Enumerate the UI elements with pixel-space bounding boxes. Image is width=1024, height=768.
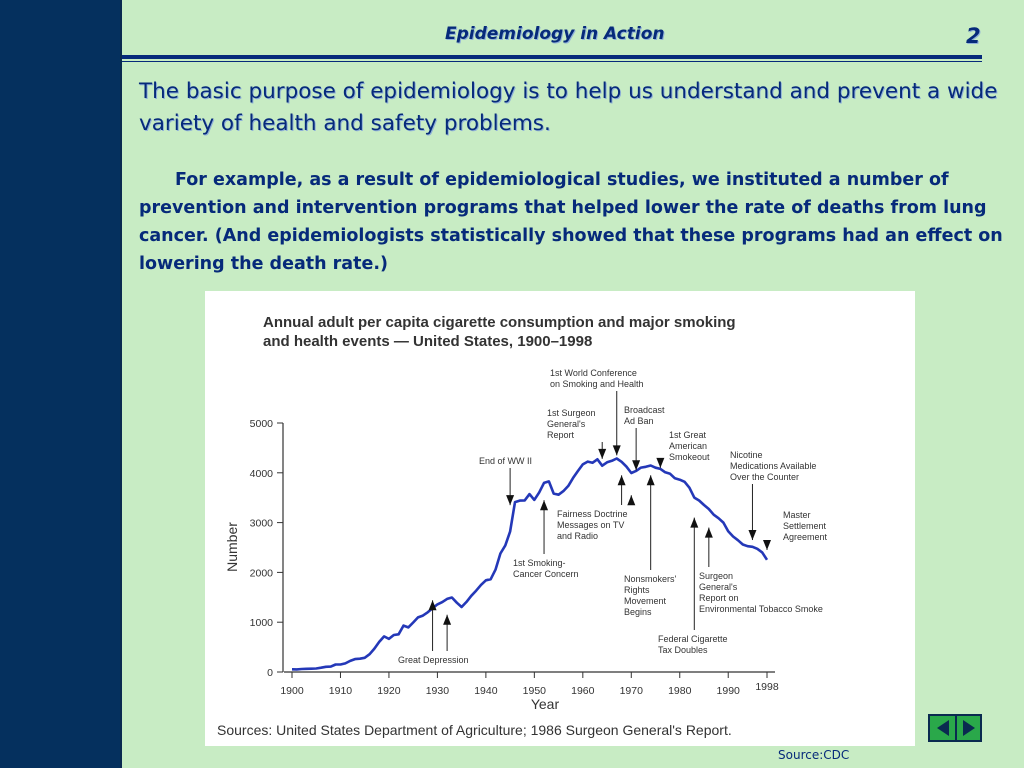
annotation-label: Master Settlement Agreement (783, 510, 828, 542)
source-note: Source:CDC (778, 748, 850, 762)
x-tick-label: 1920 (377, 685, 401, 697)
annotation-label: Federal Cigarette Tax Doubles (658, 634, 728, 655)
chart-title-line-1: Annual adult per capita cigarette consumption and major smoking (263, 314, 736, 331)
annotation-label: Great Depression (398, 655, 469, 665)
y-tick-label: 4000 (249, 467, 273, 480)
y-tick-label: 1000 (249, 617, 273, 630)
x-tick-label: 1930 (425, 685, 450, 697)
x-tick-label: 1970 (619, 685, 643, 697)
chart-title-line-2: and health events — United States, 1900–1998 (263, 333, 593, 350)
annotation-arrow (627, 495, 635, 505)
x-tick-label: 1950 (522, 685, 547, 697)
annotation-arrow (690, 518, 698, 528)
annotation-label: End of WW II (479, 456, 533, 466)
annotation-label: Nonsmokers' Rights Movement Begins (624, 574, 677, 617)
x-tick-label: 1980 (668, 685, 692, 697)
annotation-arrow (763, 540, 771, 550)
slide-body-text: For example, as a result of epidemiological studies, we instituted a number of prevention and intervention programs that helped lower the rate of deaths from lung cancer. (And epidemiologists statistically showed that these programs had an effect on lowering the death rate.) (139, 170, 1003, 274)
page-number: 2 (966, 24, 981, 48)
annotation-label: Broadcast Ad Ban (624, 405, 665, 426)
header-title: Epidemiology in Action (445, 24, 665, 44)
annotation-label: 1st Great American Smokeout (669, 430, 710, 462)
x-axis-ticks (280, 672, 779, 697)
header-rule-thin (122, 61, 982, 62)
annotation-arrow (598, 449, 606, 459)
chart-sources: Sources: United States Department of Agriculture; 1986 Surgeon General's Report. (217, 722, 732, 738)
annotation-layer (398, 368, 828, 665)
slide-navigation (928, 714, 982, 742)
annotation-arrow (613, 445, 621, 455)
annotation-label: Fairness Doctrine Messages on TV and Radio (557, 509, 628, 541)
y-axis-ticks (250, 418, 283, 679)
slide-headline: The basic purpose of epidemiology is to help us understand and prevent a wide variety of health and safety problems. (139, 79, 998, 136)
x-tick-label: 1940 (474, 685, 498, 697)
x-axis-label: Year (530, 696, 560, 712)
x-tick-label: 1900 (280, 685, 304, 697)
annotation-arrow (656, 458, 664, 468)
annotation-label: Surgeon General's Report on Environmental Tobacco Smoke (699, 571, 823, 614)
x-tick-label: 1910 (328, 685, 353, 697)
annotation-0 (398, 600, 469, 665)
next-slide-button[interactable] (955, 716, 980, 740)
chart-panel (205, 291, 915, 746)
annotation-4 (547, 408, 606, 459)
cigarette-consumption-chart (205, 291, 915, 746)
annotation-arrow (705, 528, 713, 538)
annotation-8 (656, 430, 710, 468)
annotation-label: 1st Smoking-Cancer Concern (513, 558, 579, 579)
header-rule (122, 55, 982, 59)
x-tick-label: 1960 (571, 685, 595, 697)
sidebar-edge (120, 0, 122, 768)
annotation-arrow (748, 530, 756, 540)
x-tick-label: 1998 (755, 681, 779, 693)
annotation-arrow (618, 475, 626, 485)
annotation-label: 1st Surgeon General's Report (547, 408, 596, 440)
annotation-arrow (443, 615, 451, 625)
y-tick-label: 2000 (249, 567, 273, 580)
annotation-arrow (540, 500, 548, 510)
y-tick-label: 3000 (249, 517, 273, 530)
y-axis-label: Number (224, 522, 240, 572)
annotation-label: 1st World Conference on Smoking and Health (550, 368, 644, 389)
annotation-label: Nicotine Medications Available Over the Counter (730, 450, 817, 482)
triangle-left-icon (935, 719, 951, 737)
annotation-arrow (506, 495, 514, 505)
y-tick-label: 0 (267, 667, 273, 679)
previous-slide-button[interactable] (930, 716, 955, 740)
annotation-arrow (647, 475, 655, 485)
annotation-12 (763, 510, 828, 550)
annotation-1 (479, 456, 532, 505)
x-tick-label: 1990 (716, 685, 740, 697)
triangle-right-icon (961, 719, 977, 737)
annotation-7 (624, 475, 677, 617)
y-tick-label: 5000 (249, 418, 273, 430)
left-sidebar (0, 0, 120, 768)
